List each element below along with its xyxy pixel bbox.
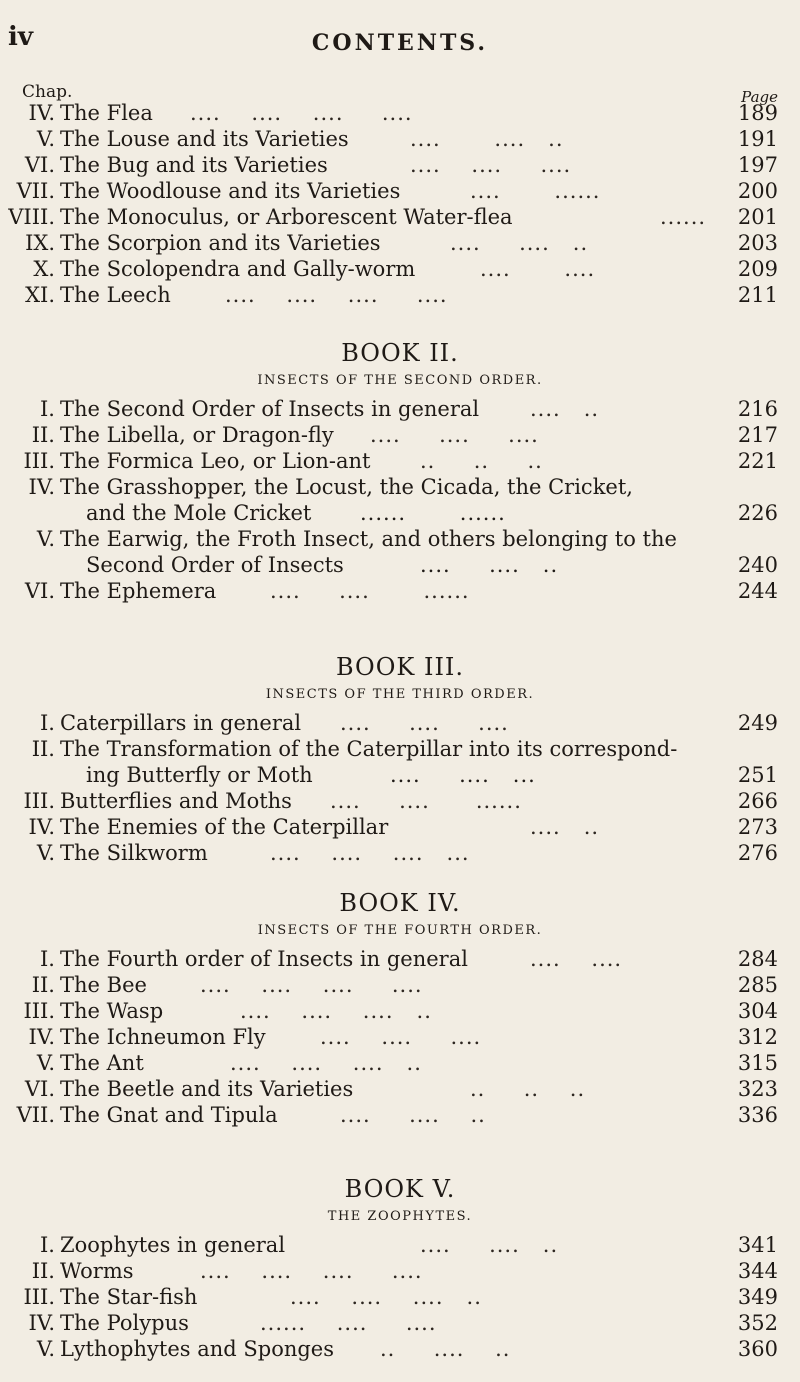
page-number: 251 — [737, 763, 778, 787]
chapter-number: VII. — [16, 1103, 55, 1127]
chapter-title: The Bee — [60, 973, 147, 997]
chapter-number: VIII. — [8, 205, 55, 229]
toc-entry[interactable] — [0, 736, 800, 788]
dot-leader: ...... — [660, 205, 707, 229]
dot-leader: .... .... .. — [450, 231, 589, 255]
page-number: 266 — [737, 789, 778, 813]
page-column-label: Page — [741, 88, 778, 106]
page-number: 244 — [737, 579, 778, 603]
chapter-number: IV. — [28, 815, 55, 839]
page-number: 273 — [737, 815, 778, 839]
toc-entry[interactable] — [0, 474, 800, 526]
page-number: 344 — [737, 1259, 778, 1283]
book-4-section — [0, 886, 800, 1128]
book-2-section — [0, 336, 800, 604]
chapter-number: III. — [23, 1285, 55, 1309]
page-number: 304 — [737, 999, 778, 1023]
chapter-number: X. — [33, 257, 55, 281]
chapter-title: The Silkworm — [60, 841, 208, 865]
chap-column-label: Chap. — [22, 82, 73, 102]
chapter-number: VII. — [16, 179, 55, 203]
chapter-title: The Polypus — [60, 1311, 189, 1335]
page-number: 249 — [737, 711, 778, 735]
toc-entry[interactable] — [0, 1024, 800, 1050]
chapter-title: The Scorpion and its Varieties — [60, 231, 381, 255]
chapter-title: The Grasshopper, the Locust, the Cicada, the Cricket, — [60, 475, 633, 499]
page-number: 352 — [737, 1311, 778, 1335]
page-number: 200 — [737, 179, 778, 203]
toc-entry[interactable] — [0, 814, 800, 840]
toc-entry[interactable] — [0, 256, 800, 282]
page-number: 189 — [737, 101, 778, 125]
dot-leader: .... .. — [530, 397, 600, 421]
chapter-number: I. — [40, 1233, 55, 1257]
chapter-title: and the Mole Cricket — [86, 501, 312, 525]
page-number: 221 — [737, 449, 778, 473]
page-number: 217 — [737, 423, 778, 447]
page-number: 226 — [737, 501, 778, 525]
toc-entry[interactable] — [0, 578, 800, 604]
chapter-title: Caterpillars in general — [60, 711, 302, 735]
toc-entry[interactable] — [0, 100, 800, 126]
toc-entry[interactable] — [0, 998, 800, 1024]
dot-leader: .... .... .. — [420, 553, 559, 577]
chapter-title: The Ichneumon Fly — [60, 1025, 266, 1049]
toc-entry[interactable] — [0, 396, 800, 422]
dot-leader: .... .... .. — [410, 127, 564, 151]
page-number: 203 — [737, 231, 778, 255]
toc-entry[interactable] — [0, 946, 800, 972]
chapter-title: The Wasp — [60, 999, 164, 1023]
page-number: 197 — [737, 153, 778, 177]
dot-leader: .... .... .... .... — [225, 283, 448, 307]
dot-leader: .... .... ... — [390, 763, 536, 787]
chapter-title: Worms — [60, 1259, 134, 1283]
page-number: 360 — [737, 1337, 778, 1361]
toc-entry[interactable] — [0, 282, 800, 308]
toc-entry[interactable] — [0, 972, 800, 998]
page-number: 341 — [737, 1233, 778, 1257]
book-subheading: INSECTS OF THE THIRD ORDER. — [265, 687, 535, 702]
chapter-title: The Second Order of Insects in general — [60, 397, 480, 421]
chapter-title: The Gnat and Tipula — [60, 1103, 278, 1127]
dot-leader: .... .... .... — [410, 153, 572, 177]
page-number: 336 — [737, 1103, 778, 1127]
dot-leader: .... .... .... — [340, 711, 509, 735]
chapter-number: VI. — [24, 1077, 55, 1101]
page-number: 312 — [737, 1025, 778, 1049]
chapter-number: II. — [31, 737, 55, 761]
chapter-title: The Beetle and its Varieties — [60, 1077, 354, 1101]
book-5-section — [0, 1172, 800, 1362]
chapter-number: II. — [31, 423, 55, 447]
dot-leader: .... .... .... .... — [190, 101, 413, 125]
toc-entry[interactable] — [0, 230, 800, 256]
dot-leader: ...... ...... — [360, 501, 506, 525]
page-number: 285 — [737, 973, 778, 997]
page-number: 276 — [737, 841, 778, 865]
chapter-title: The Louse and its Varieties — [60, 127, 349, 151]
toc-entry[interactable] — [0, 178, 800, 204]
page-number: 240 — [737, 553, 778, 577]
book-heading: BOOK II. — [341, 339, 459, 367]
page-number: 211 — [737, 283, 778, 307]
page-number: 315 — [737, 1051, 778, 1075]
dot-leader: .... .... .... .. — [240, 999, 432, 1023]
chapter-number: V. — [36, 1337, 55, 1361]
chapter-title: The Enemies of the Caterpillar — [60, 815, 389, 839]
chapter-number: III. — [23, 789, 55, 813]
book-heading: BOOK III. — [335, 653, 465, 681]
book-subheading: THE ZOOPHYTES. — [327, 1209, 473, 1224]
toc-entry[interactable] — [0, 1336, 800, 1362]
dot-leader: .. .... .. — [380, 1337, 511, 1361]
page-number: 323 — [737, 1077, 778, 1101]
chapter-title: The Ephemera — [60, 579, 217, 603]
dot-leader: .... .... .... ... — [270, 841, 470, 865]
book-subheading: INSECTS OF THE FOURTH ORDER. — [257, 923, 543, 938]
chapter-title: The Bug and its Varieties — [60, 153, 328, 177]
dot-leader: .... .... .... .. — [290, 1285, 482, 1309]
dot-leader: .... .... .. — [340, 1103, 486, 1127]
chapter-number: II. — [31, 1259, 55, 1283]
chapter-number: V. — [36, 527, 55, 551]
dot-leader: .... .... .... .. — [230, 1051, 422, 1075]
chapter-number: IV. — [28, 1311, 55, 1335]
toc-entry[interactable] — [0, 1076, 800, 1102]
chapter-title: The Leech — [60, 283, 171, 307]
toc-entry[interactable] — [0, 788, 800, 814]
chapter-number: I. — [40, 397, 55, 421]
chapter-number: IX. — [25, 231, 55, 255]
page-number: 284 — [737, 947, 778, 971]
chapter-title: The Fourth order of Insects in general — [60, 947, 468, 971]
dot-leader: .... .... .... .... — [200, 1259, 423, 1283]
toc-entry[interactable] — [0, 126, 800, 152]
chapter-number: III. — [23, 999, 55, 1023]
toc-entry[interactable] — [0, 1232, 800, 1258]
toc-entry[interactable] — [0, 840, 800, 866]
dot-leader: .... ...... — [470, 179, 601, 203]
chapter-title: The Transformation of the Caterpillar into its correspond- — [60, 737, 678, 761]
dot-leader: .... .... — [480, 257, 596, 281]
chapter-title: The Star-fish — [60, 1285, 198, 1309]
dot-leader: .... .... ...... — [330, 789, 522, 813]
chapter-title: ing Butterfly or Moth — [86, 763, 313, 787]
toc-entry[interactable] — [0, 526, 800, 578]
chapter-number: IV. — [28, 101, 55, 125]
dot-leader: ...... .... .... — [260, 1311, 437, 1335]
page-number: 349 — [737, 1285, 778, 1309]
chapter-number: V. — [36, 127, 55, 151]
dot-leader: .... .... ...... — [270, 579, 470, 603]
page-number: 191 — [737, 127, 778, 151]
chapter-number: I. — [40, 711, 55, 735]
chapter-number: VI. — [24, 153, 55, 177]
chapter-number: II. — [31, 973, 55, 997]
chapter-title: Lythophytes and Sponges — [60, 1337, 335, 1361]
book-3-section — [0, 650, 800, 866]
chapter-number: XI. — [25, 283, 55, 307]
chapter-title: The Formica Leo, or Lion-ant — [60, 449, 371, 473]
chapter-title: Zoophytes in general — [60, 1233, 286, 1257]
dot-leader: .. .. .. — [420, 449, 543, 473]
toc-entry[interactable] — [0, 1284, 800, 1310]
chapter-title: Second Order of Insects — [86, 553, 344, 577]
dot-leader: .... .. — [530, 815, 600, 839]
toc-entry[interactable] — [0, 1310, 800, 1336]
toc-entry[interactable] — [0, 710, 800, 736]
chapter-title: The Woodlouse and its Varieties — [60, 179, 401, 203]
folio-number: iv — [8, 22, 33, 52]
chapter-title: The Monoculus, or Arborescent Water-flea — [60, 205, 513, 229]
chapter-title: The Ant — [60, 1051, 144, 1075]
book-subheading: INSECTS OF THE SECOND ORDER. — [257, 373, 543, 388]
toc-entry[interactable] — [0, 204, 800, 230]
chapter-title: The Scolopendra and Gally-worm — [60, 257, 416, 281]
dot-leader: .... .... .... — [320, 1025, 482, 1049]
book-heading: BOOK V. — [344, 1175, 456, 1203]
book-1-continued — [0, 100, 800, 308]
toc-entry[interactable] — [0, 1050, 800, 1076]
toc-entry[interactable] — [0, 1258, 800, 1284]
page-number: 209 — [737, 257, 778, 281]
dot-leader: .... .... .... — [370, 423, 539, 447]
chapter-number: VI. — [24, 579, 55, 603]
chapter-number: III. — [23, 449, 55, 473]
chapter-number: IV. — [28, 1025, 55, 1049]
toc-entry[interactable] — [0, 422, 800, 448]
toc-entry[interactable] — [0, 1102, 800, 1128]
chapter-title: The Flea — [60, 101, 153, 125]
dot-leader: .. .. .. — [470, 1077, 586, 1101]
dot-leader: .... .... .. — [420, 1233, 559, 1257]
running-title: CONTENTS. — [311, 30, 489, 56]
dot-leader: .... .... .... .... — [200, 973, 423, 997]
chapter-title: The Libella, or Dragon-fly — [60, 423, 334, 447]
book-heading: BOOK IV. — [339, 889, 461, 917]
dot-leader: .... .... — [530, 947, 623, 971]
chapter-number: V. — [36, 841, 55, 865]
toc-entry[interactable] — [0, 152, 800, 178]
chapter-number: V. — [36, 1051, 55, 1075]
page-number: 201 — [737, 205, 778, 229]
page-number: 216 — [737, 397, 778, 421]
chapter-number: IV. — [28, 475, 55, 499]
chapter-title: The Earwig, the Froth Insect, and others belonging to the — [60, 527, 677, 551]
chapter-number: I. — [40, 947, 55, 971]
chapter-title: Butterflies and Moths — [60, 789, 292, 813]
toc-entry[interactable] — [0, 448, 800, 474]
